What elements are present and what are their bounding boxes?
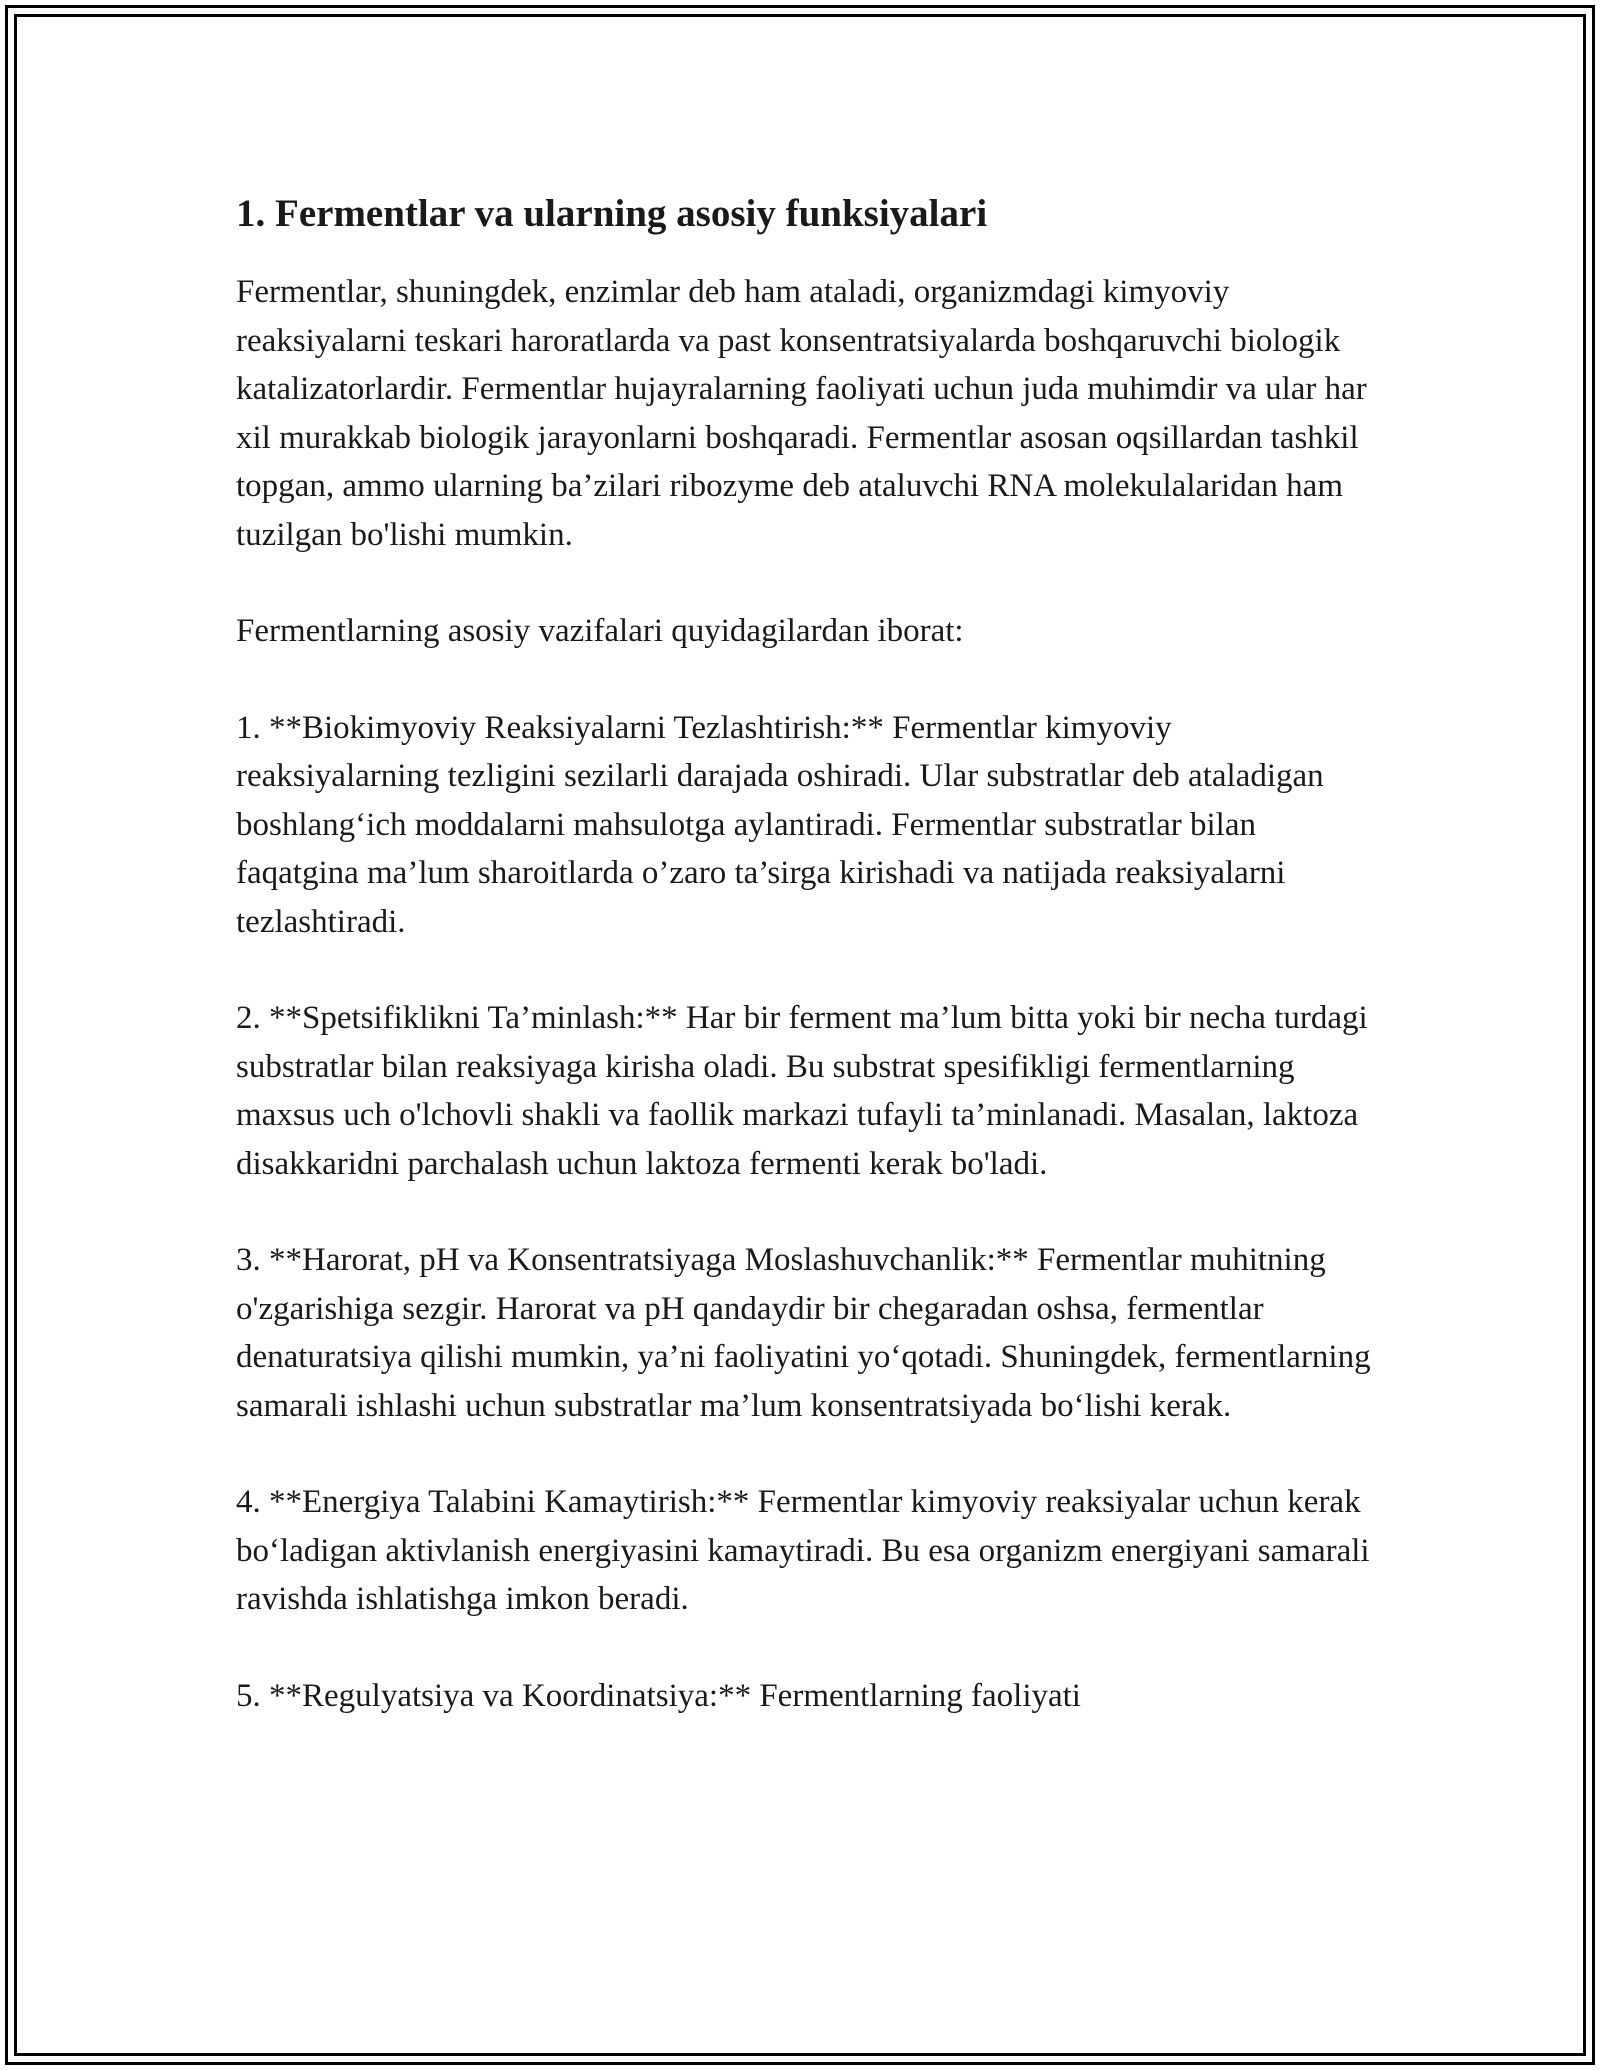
- list-item-2: 2. **Spetsifiklikni Ta’minlash:** Har bir ferment ma’lum bitta yoki bir necha turdagi substratlar bilan reaksiyaga kirisha oladi. Bu substrat spesifikligi fermentlarning maxsus uch o'lchovli shakli va faollik markazi tufayli ta’minlanadi. Masalan, laktoza disakkaridni parchalash uchun laktoza fermenti kerak bo'ladi.: [236, 1000, 1368, 1182]
- list-intro-paragraph: Fermentlarning asosiy vazifalari quyidagilardan iborat:: [236, 613, 964, 649]
- intro-paragraph: Fermentlar, shuningdek, enzimlar deb ham ataladi, organizmdagi kimyoviy reaksiyalarni teskari haroratlarda va past konsentratsiyalarda boshqaruvchi biologik katalizatorlardir. Fermentlar hujayralarning faoliyati uchun juda muhimdir va ular har xil murakkab biologik jarayonlarni boshqaradi. Fermentlar asosan oqsillardan tashkil topgan, ammo ularning ba’zilari ribozyme deb ataluvchi RNA molekulalaridan ham tuzilgan bo'lishi mumkin.: [236, 274, 1367, 553]
- document-body: [236, 186, 1376, 1720]
- list-item-1: 1. **Biokimyoviy Reaksiyalarni Tezlashtirish:** Fermentlar kimyoviy reaksiyalarning tezligini sezilarli darajada oshiradi. Ular substratlar deb ataladigan boshlang‘ich moddalarni mahsulotga aylantiradi. Fermentlar substratlar bilan faqatgina ma’lum sharoitlarda o’zaro ta’sirga kirishadi va natijada reaksiyalarni tezlashtiradi.: [236, 709, 1324, 940]
- list-item-3: 3. **Harorat, pH va Konsentratsiyaga Moslashuvchanlik:** Fermentlar muhitning o'zgarishiga sezgir. Harorat va pH qandaydir bir chegaradan oshsa, fermentlar denaturatsiya qilishi mumkin, ya’ni faoliyatini yo‘qotadi. Shuningdek, fermentlarning samarali ishlashi uchun substratlar ma’lum konsentratsiyada bo‘lishi kerak.: [236, 1242, 1371, 1424]
- list-item-4: 4. **Energiya Talabini Kamaytirish:** Fermentlar kimyoviy reaksiyalar uchun kerak bo‘ladigan aktivlanish energiyasini kamaytiradi. Bu esa organizm energiyani samarali ravishda ishlatishga imkon beradi.: [236, 1484, 1370, 1617]
- section-heading: 1. Fermentlar va ularning asosiy funksiyalari: [236, 192, 988, 235]
- list-item-5: 5. **Regulyatsiya va Koordinatsiya:** Fermentlarning faoliyati: [236, 1677, 1081, 1714]
